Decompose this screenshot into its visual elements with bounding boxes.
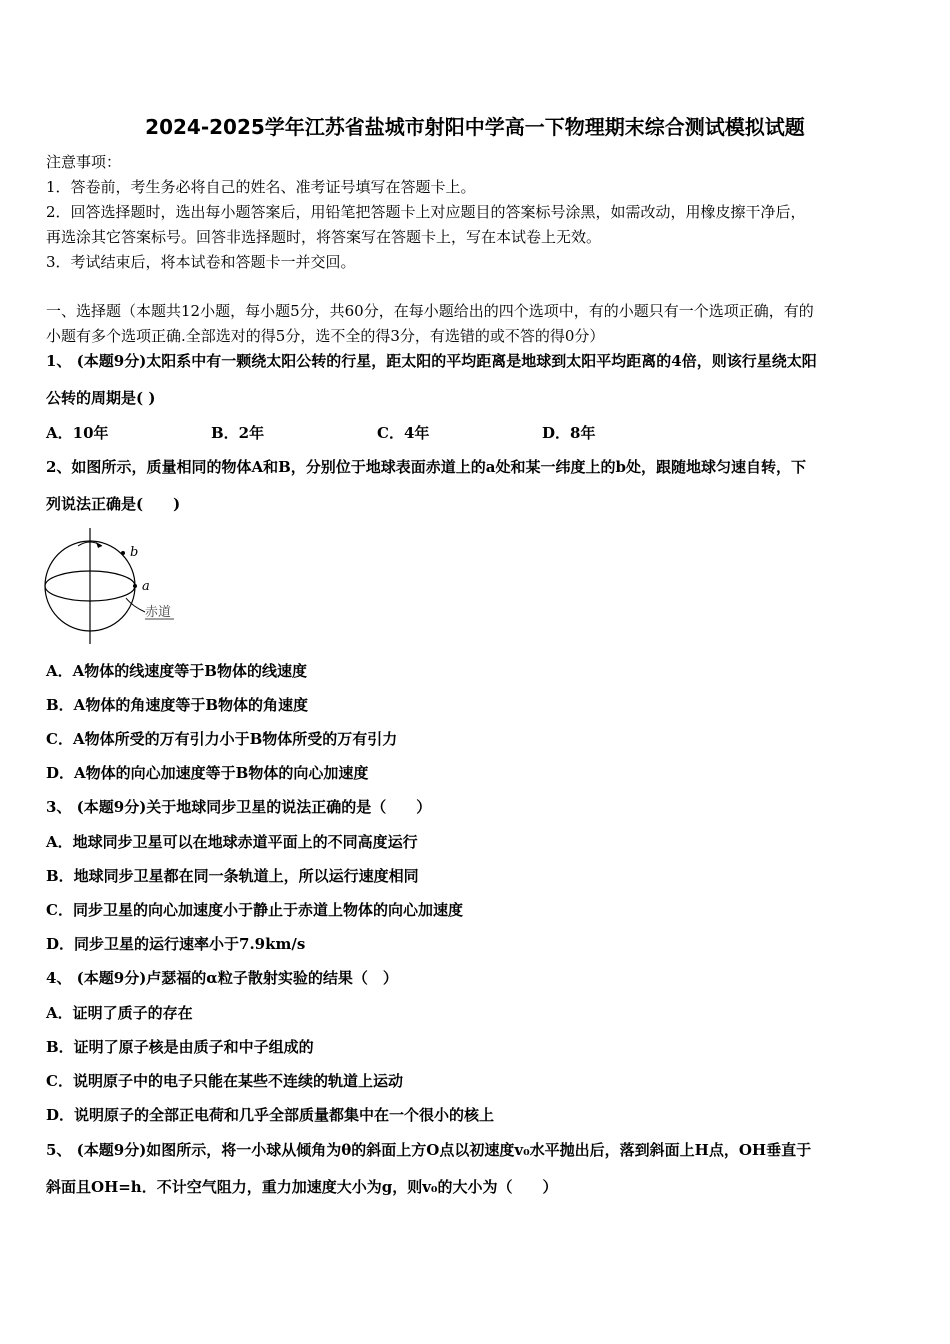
page-title: 2024-2025学年江苏省盐城市射阳中学高一下物理期末综合测试模拟试题 <box>145 115 805 139</box>
q1-stem: 1、 (本题9分)太阳系中有一颗绕太阳公转的行星，距太阳的平均距离是地球到太阳平均距离的4倍，则该行星绕太阳 <box>46 352 817 370</box>
point-b <box>121 551 125 555</box>
notice-item: 3．考试结束后，将本试卷和答题卡一并交回。 <box>46 253 356 271</box>
label-equator: 赤道 <box>145 605 172 620</box>
q4-option-b: B．证明了原子核是由质子和中子组成的 <box>46 1038 314 1056</box>
q3-option-c: C．同步卫星的向心加速度小于静止于赤道上物体的向心加速度 <box>46 901 463 919</box>
q2-option-a: A．A物体的线速度等于B物体的线速度 <box>46 662 307 680</box>
q1-option-c: C．4年 <box>377 424 430 442</box>
point-a <box>133 584 137 588</box>
label-b: b <box>130 545 139 560</box>
q3-option-d: D．同步卫星的运行速率小于7.9km/s <box>46 935 306 953</box>
notice-item: 2．回答选择题时，选出每小题答案后，用铅笔把答题卡上对应题目的答案标号涂黑，如需改动，用橡皮擦干净后， <box>46 203 806 221</box>
earth-diagram <box>40 528 190 648</box>
q3-option-a: A．地球同步卫星可以在地球赤道平面上的不同高度运行 <box>46 833 418 851</box>
q2-option-b: B．A物体的角速度等于B物体的角速度 <box>46 696 308 714</box>
q5-stem: 5、 (本题9分)如图所示，将一小球从倾角为θ的斜面上方O点以初速度v₀水平抛出后，落到斜面上H点，OH垂直于 <box>46 1141 812 1159</box>
q4-option-d: D．说明原子的全部正电荷和几乎全部质量都集中在一个很小的核上 <box>46 1106 495 1124</box>
q5-stem: 斜面且OH=h．不计空气阻力，重力加速度大小为g，则v₀的大小为（ ） <box>46 1178 558 1196</box>
q1-stem: 公转的周期是( ) <box>46 389 156 407</box>
equator-pointer <box>126 598 145 612</box>
q3-option-b: B．地球同步卫星都在同一条轨道上，所以运行速度相同 <box>46 867 419 885</box>
q2-option-c: C．A物体所受的万有引力小于B物体所受的万有引力 <box>46 730 398 748</box>
q2-option-d: D．A物体的向心加速度等于B物体的向心加速度 <box>46 764 369 782</box>
q4-stem: 4、 (本题9分)卢瑟福的α粒子散射实验的结果（ ） <box>46 969 398 987</box>
q1-option-a: A．10年 <box>46 424 109 442</box>
earth-figure <box>40 528 190 652</box>
notice-item: 再选涂其它答案标号。回答非选择题时，将答案写在答题卡上，写在本试卷上无效。 <box>46 228 602 246</box>
q2-stem: 列说法正确是( ) <box>46 495 181 513</box>
section-heading: 小题有多个选项正确.全部选对的得5分，选不全的得3分，有选错的或不答的得0分） <box>46 327 605 345</box>
q1-option-b: B．2年 <box>211 424 265 442</box>
q2-stem: 2、如图所示，质量相同的物体A和B，分别位于地球表面赤道上的a处和某一纬度上的b处，跟随地球匀速自转，下 <box>46 458 806 476</box>
q1-option-d: D．8年 <box>542 424 596 442</box>
notice-item: 1．答卷前，考生务必将自己的姓名、准考证号填写在答题卡上。 <box>46 178 476 196</box>
q4-option-c: C．说明原子中的电子只能在某些不连续的轨道上运动 <box>46 1072 403 1090</box>
q4-option-a: A．证明了质子的存在 <box>46 1004 193 1022</box>
notice-heading: 注意事项： <box>46 153 122 171</box>
q3-stem: 3、 (本题9分)关于地球同步卫星的说法正确的是（ ） <box>46 798 432 816</box>
section-heading: 一、选择题（本题共12小题，每小题5分，共60分，在每小题给出的四个选项中，有的小题只有一个选项正确，有的 <box>46 302 814 320</box>
label-a: a <box>142 579 150 594</box>
